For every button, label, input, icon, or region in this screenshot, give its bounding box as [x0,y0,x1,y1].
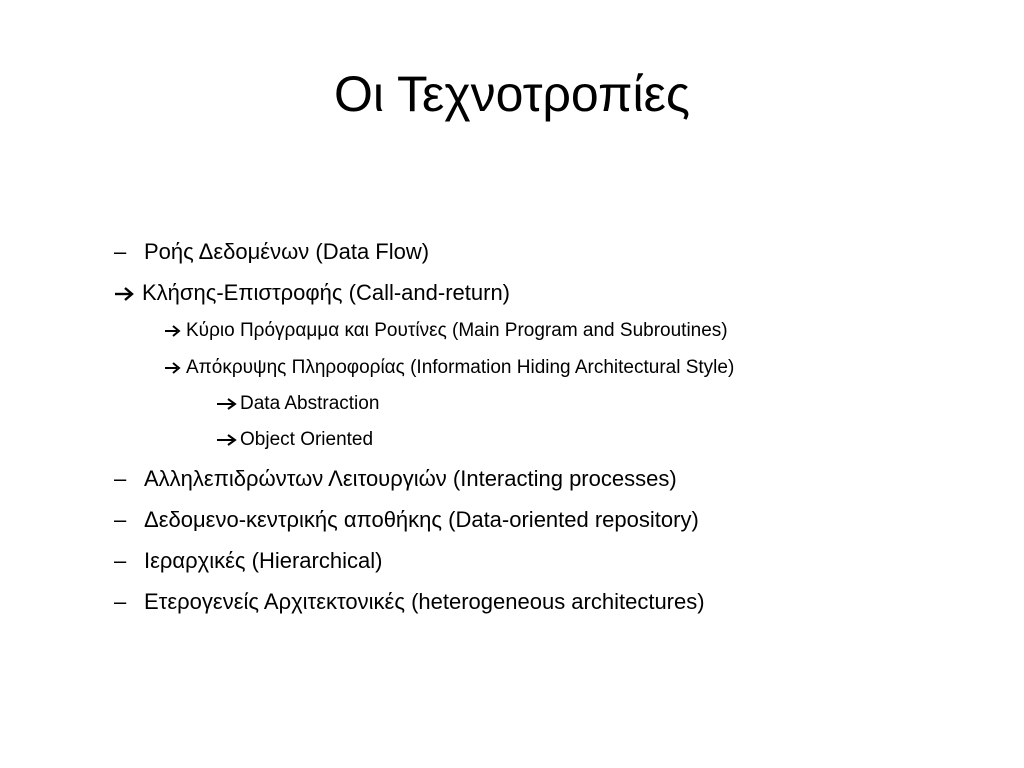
dash-bullet: – [114,548,127,573]
list-item-text: Αλληλεπιδρώντων Λειτουργιών (Interacting processes) [144,466,677,491]
slide-title: Οι Τεχνοτροπίες [334,66,690,122]
list-item [216,428,373,452]
list-item [114,588,705,616]
list-item [114,506,699,534]
list-item-text: Ιεραρχικές (Hierarchical) [144,548,383,573]
arrow-right-icon [216,428,240,452]
list-item-text: Ετερογενείς Αρχιτεκτονικές (heterogeneous architectures) [144,589,705,614]
list-item-text: Απόκρυψης Πληροφορίας (Information Hiding Architectural Style) [186,357,735,378]
list-item-text: Κλήσης-Επιστροφής (Call-and-return) [142,280,511,305]
list-item [114,279,510,307]
dash-bullet: – [114,466,127,491]
list-item-text: Ροής Δεδομένων (Data Flow) [144,239,430,264]
list-item [164,356,734,380]
list-item-text: Data Abstraction [240,393,380,414]
list-item [216,392,379,416]
list-item [114,465,677,493]
list-item-text: Δεδομενο-κεντρικής αποθήκης (Data-oriented repository) [144,507,699,532]
list-item [114,547,382,575]
arrow-right-icon [164,319,186,343]
arrow-right-icon [114,279,142,307]
list-item [164,319,728,343]
list-item-text: Κύριο Πρόγραμμα και Ρουτίνες (Main Program and Subroutines) [186,320,728,341]
dash-bullet: – [114,589,127,614]
arrow-right-icon [164,356,186,380]
dash-bullet: – [114,239,127,264]
dash-bullet: – [114,507,127,532]
arrow-right-icon [216,392,240,416]
list-item-text: Object Oriented [240,429,374,450]
list-item [114,238,429,266]
